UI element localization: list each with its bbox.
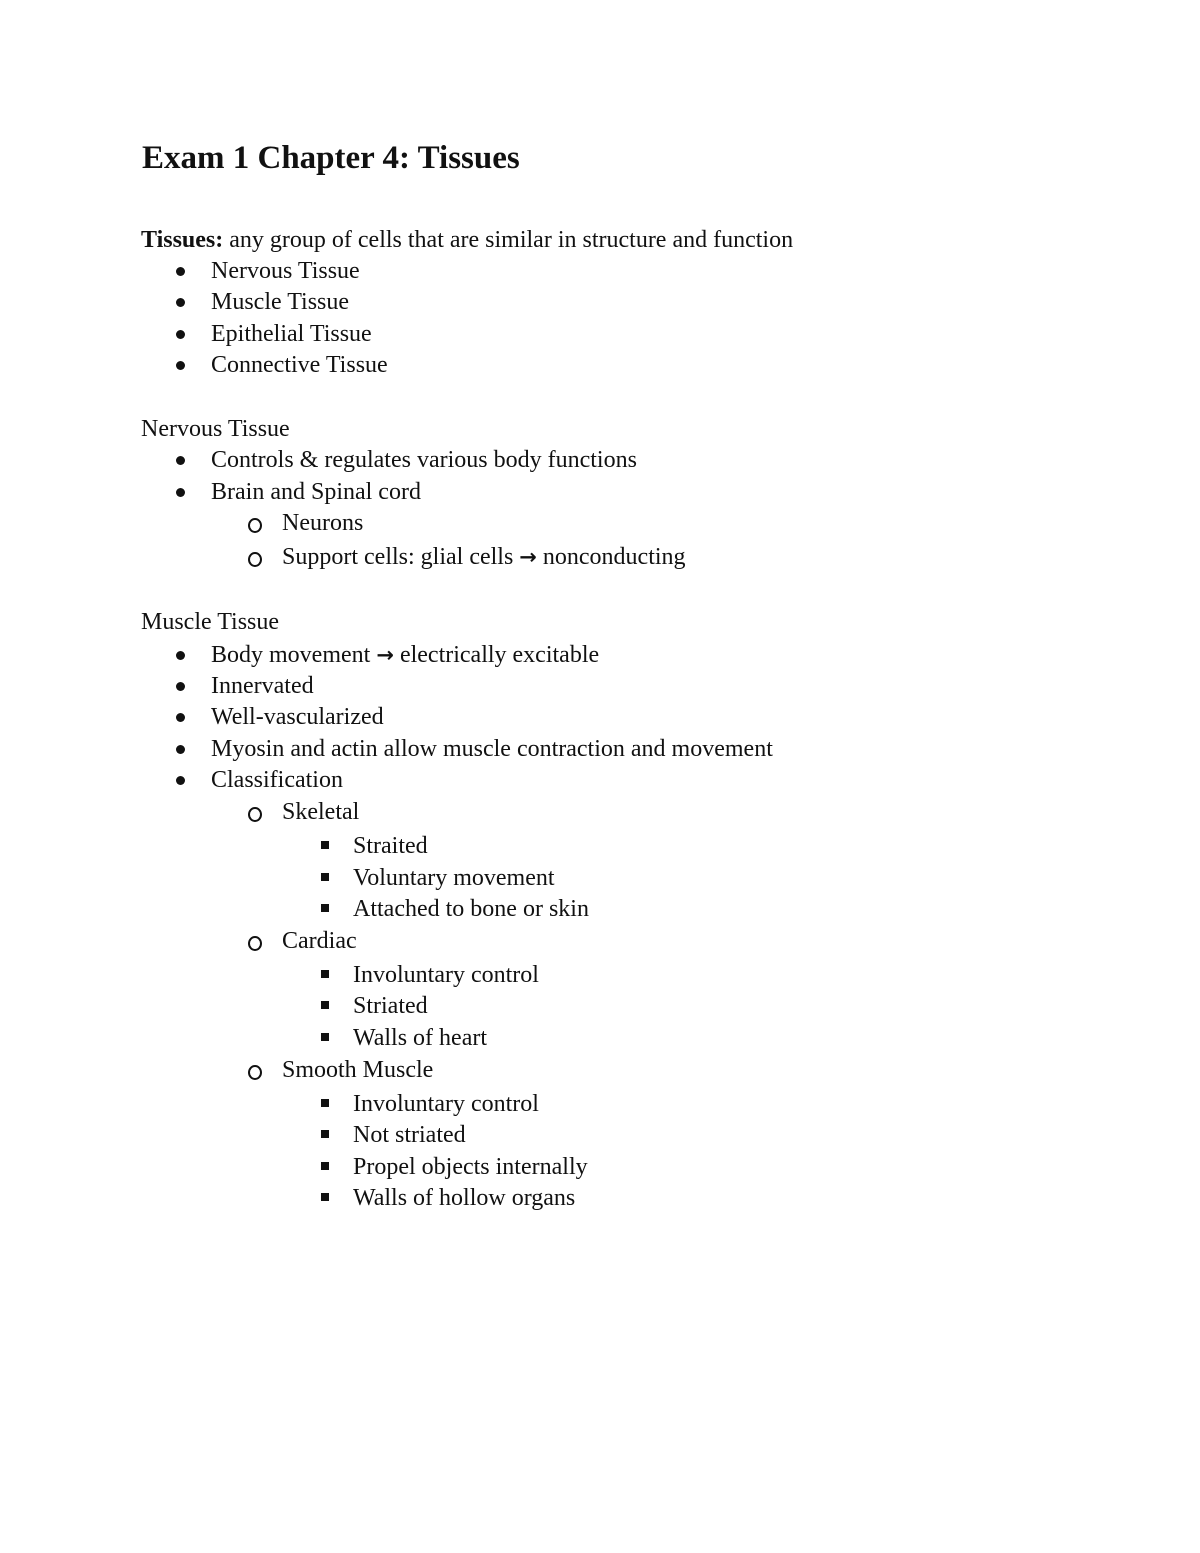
sub-sub-list-item: Involuntary control <box>353 962 539 988</box>
sub-sub-list-item: Involuntary control <box>353 1091 539 1117</box>
sub-sub-list-item: Straited <box>353 833 428 859</box>
sub-sub-list-item: Propel objects internally <box>353 1154 588 1180</box>
body-movement-text: Body movement <box>211 642 377 668</box>
sub-sub-list-item: Attached to bone or skin <box>353 896 589 922</box>
bullet-dot-icon <box>176 488 185 497</box>
bullet-dot-icon <box>176 682 185 691</box>
list-item: Innervated <box>211 673 314 699</box>
list-item: Muscle Tissue <box>211 289 350 315</box>
sub-sub-list-item: Walls of hollow organs <box>353 1185 576 1211</box>
tissues-definition-text: any group of cells that are similar in structure and function <box>223 227 794 253</box>
sub-sub-list-item: Walls of heart <box>353 1025 488 1051</box>
bullet-dot-icon <box>176 456 185 465</box>
bullet-square-icon <box>321 841 329 849</box>
arrow-right-icon: → <box>519 545 537 569</box>
sub-list-item: Neurons <box>282 510 364 536</box>
bullet-square-icon <box>321 1001 329 1009</box>
bullet-dot-icon <box>176 713 185 722</box>
bullet-circle-icon <box>248 936 262 951</box>
bullet-square-icon <box>321 904 329 912</box>
list-item: Controls & regulates various body functions <box>211 447 637 473</box>
bullet-dot-icon <box>176 776 185 785</box>
bullet-dot-icon <box>176 651 185 660</box>
list-item: Brain and Spinal cord <box>211 479 421 505</box>
sub-list-item-smooth-muscle: Smooth Muscle <box>282 1057 434 1083</box>
sub-list-item-cardiac: Cardiac <box>282 928 357 954</box>
support-cells-text: Support cells: glial cells <box>282 544 520 570</box>
sub-sub-list-item: Not striated <box>353 1122 466 1148</box>
bullet-square-icon <box>321 1162 329 1170</box>
list-item: Connective Tissue <box>211 352 388 378</box>
sub-list-item-skeletal: Skeletal <box>282 799 360 825</box>
bullet-circle-icon <box>248 807 262 822</box>
list-item: Nervous Tissue <box>211 258 360 284</box>
bullet-dot-icon <box>176 298 185 307</box>
list-item: Well-vascularized <box>211 704 384 730</box>
sub-list-item-support-cells <box>282 542 686 572</box>
tissues-term: Tissues: <box>141 227 224 253</box>
arrow-right-icon: → <box>376 643 394 667</box>
bullet-square-icon <box>321 1130 329 1138</box>
list-item: Myosin and actin allow muscle contraction and movement <box>211 736 773 762</box>
bullet-dot-icon <box>176 330 185 339</box>
bullet-square-icon <box>321 1099 329 1107</box>
bullet-circle-icon <box>248 518 262 533</box>
sub-sub-list-item: Voluntary movement <box>353 865 555 891</box>
bullet-circle-icon <box>248 552 262 567</box>
list-item: Epithelial Tissue <box>211 321 372 347</box>
section-heading-nervous: Nervous Tissue <box>141 416 290 442</box>
bullet-circle-icon <box>248 1065 262 1080</box>
bullet-dot-icon <box>176 267 185 276</box>
list-item: Classification <box>211 767 343 793</box>
bullet-square-icon <box>321 970 329 978</box>
bullet-dot-icon <box>176 361 185 370</box>
section-heading-muscle: Muscle Tissue <box>141 609 280 635</box>
bullet-square-icon <box>321 1033 329 1041</box>
list-item-body-movement <box>211 640 599 670</box>
tissues-definition <box>141 225 793 255</box>
nonconducting-text: nonconducting <box>536 544 686 570</box>
bullet-square-icon <box>321 1193 329 1201</box>
bullet-square-icon <box>321 873 329 881</box>
sub-sub-list-item: Striated <box>353 993 428 1019</box>
excitable-text: electrically excitable <box>393 642 600 668</box>
bullet-dot-icon <box>176 745 185 754</box>
page-title: Exam 1 Chapter 4: Tissues <box>142 140 520 176</box>
